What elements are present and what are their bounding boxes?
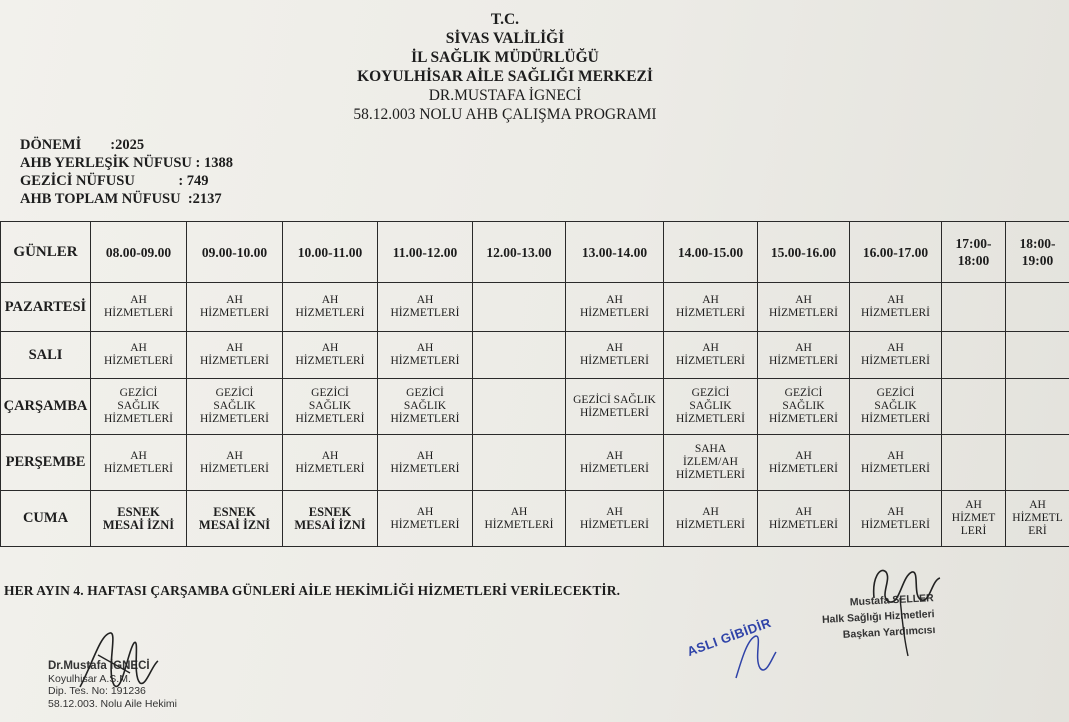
schedule-cell — [942, 332, 1006, 379]
day-name: PERŞEMBE — [1, 435, 91, 491]
schedule-cell: AH HİZMETL ERİ — [1006, 491, 1069, 547]
deputy-head-name: Mustafa SELLER — [849, 592, 935, 609]
schedule-cell: AH HİZMETLERİ — [758, 491, 850, 547]
schedule-cell: AH HİZMETLERİ — [91, 332, 187, 379]
day-name: ÇARŞAMBA — [1, 379, 91, 435]
period-label: DÖNEMİ — [20, 137, 111, 153]
doctor-stamp-unit: 58.12.003. Nolu Aile Hekimi — [48, 697, 177, 710]
column-header: 11.00-12.00 — [378, 222, 473, 283]
schedule-cell: AH HİZMETLERİ — [566, 491, 664, 547]
schedule-cell: AH HİZMET LERİ — [942, 491, 1006, 547]
schedule-table — [0, 221, 1069, 547]
schedule-cell: GEZİCİ SAĞLIK HİZMETLERİ — [758, 379, 850, 435]
doctor-stamp-name: Dr.Mustafa İGNECİ — [48, 660, 150, 672]
schedule-cell: AH HİZMETLERİ — [187, 332, 283, 379]
column-header: GÜNLER — [1, 222, 91, 283]
schedule-cell: AH HİZMETLERİ — [850, 283, 942, 332]
column-header: 12.00-13.00 — [473, 222, 566, 283]
schedule-row — [1, 435, 1069, 491]
schedule-row — [1, 283, 1069, 332]
header-doctor: DR.MUSTAFA İGNECİ — [428, 87, 582, 104]
schedule-cell: AH HİZMETLERİ — [566, 435, 664, 491]
column-header: 09.00-10.00 — [187, 222, 283, 283]
schedule-cell: AH HİZMETLERİ — [91, 283, 187, 332]
header-program-title: 58.12.003 NOLU AHB ÇALIŞMA PROGRAMI — [353, 106, 657, 123]
schedule-cell — [473, 283, 566, 332]
schedule-cell: ESNEK MESAİ İZNİ — [283, 491, 378, 547]
schedule-cell: AH HİZMETLERİ — [91, 435, 187, 491]
schedule-cell: AH HİZMETLERİ — [758, 283, 850, 332]
schedule-row — [1, 332, 1069, 379]
deputy-head-title: Başkan Yardımcısı — [842, 624, 936, 641]
period-value: :2025 — [110, 137, 145, 153]
deputy-head-dept: Halk Sağlığı Hizmetleri — [821, 608, 935, 626]
schedule-cell — [473, 379, 566, 435]
column-header: 15.00-16.00 — [758, 222, 850, 283]
day-name: CUMA — [1, 491, 91, 547]
schedule-cell: GEZİCİ SAĞLIK HİZMETLERİ — [187, 379, 283, 435]
schedule-cell — [473, 435, 566, 491]
schedule-cell: AH HİZMETLERİ — [378, 435, 473, 491]
column-header: 14.00-15.00 — [664, 222, 758, 283]
schedule-cell: AH HİZMETLERİ — [850, 332, 942, 379]
population-info — [20, 136, 233, 208]
schedule-cell: ESNEK MESAİ İZNİ — [187, 491, 283, 547]
total-pop-label: AHB TOPLAM NÜFUSU — [20, 191, 188, 207]
schedule-cell: GEZİCİ SAĞLIK HİZMETLERİ — [850, 379, 942, 435]
schedule-cell: AH HİZMETLERİ — [850, 491, 942, 547]
schedule-cell — [1006, 379, 1069, 435]
schedule-row — [1, 491, 1069, 547]
mobile-pop-label: GEZİCİ NÜFUSU — [20, 173, 179, 189]
schedule-cell: AH HİZMETLERİ — [850, 435, 942, 491]
doctor-stamp — [48, 660, 177, 710]
schedule-cell — [1006, 283, 1069, 332]
column-header: 16.00-17.00 — [850, 222, 942, 283]
schedule-cell: AH HİZMETLERİ — [566, 283, 664, 332]
column-header: 08.00-09.00 — [91, 222, 187, 283]
document-header — [0, 10, 1010, 124]
resident-pop-label: AHB YERLEŞİK NÜFUSU — [20, 155, 196, 171]
schedule-cell: AH HİZMETLERİ — [378, 332, 473, 379]
schedule-cell — [473, 332, 566, 379]
schedule-cell: SAHA İZLEM/AH HİZMETLERİ — [664, 435, 758, 491]
total-pop-value: :2137 — [187, 191, 222, 207]
header-tc: T.C. — [490, 11, 520, 28]
schedule-cell: GEZİCİ SAĞLIK HİZMETLERİ — [664, 379, 758, 435]
resident-pop-value: : 1388 — [195, 155, 233, 171]
column-header: 10.00-11.00 — [283, 222, 378, 283]
column-header: 17:00- 18:00 — [942, 222, 1006, 283]
schedule-cell: AH HİZMETLERİ — [378, 283, 473, 332]
schedule-cell: GEZİCİ SAĞLIK HİZMETLERİ — [566, 379, 664, 435]
doctor-stamp-diploma: Dip. Tes. No: 191236 — [48, 685, 146, 697]
schedule-cell: AH HİZMETLERİ — [283, 435, 378, 491]
header-directorate: İL SAĞLIK MÜDÜRLÜĞÜ — [411, 49, 599, 66]
schedule-cell — [942, 283, 1006, 332]
schedule-cell: AH HİZMETLERİ — [283, 283, 378, 332]
schedule-cell: AH HİZMETLERİ — [566, 332, 664, 379]
schedule-cell — [1006, 435, 1069, 491]
column-header: 18:00- 19:00 — [1006, 222, 1069, 283]
monthly-note: HER AYIN 4. HAFTASI ÇARŞAMBA GÜNLERİ AİLE HEKİMLİĞİ HİZMETLERİ VERİLECEKTİR. — [4, 583, 621, 598]
schedule-cell — [942, 435, 1006, 491]
schedule-row — [1, 379, 1069, 435]
certified-copy-stamp: ASLI GİBİDİR — [685, 614, 774, 660]
schedule-cell: AH HİZMETLERİ — [758, 332, 850, 379]
schedule-cell: AH HİZMETLERİ — [664, 283, 758, 332]
schedule-cell: ESNEK MESAİ İZNİ — [91, 491, 187, 547]
schedule-cell: AH HİZMETLERİ — [664, 332, 758, 379]
schedule-cell: AH HİZMETLERİ — [283, 332, 378, 379]
schedule-header-row — [1, 222, 1069, 283]
schedule-cell: GEZİCİ SAĞLIK HİZMETLERİ — [91, 379, 187, 435]
schedule-cell: AH HİZMETLERİ — [664, 491, 758, 547]
header-center: KOYULHİSAR AİLE SAĞLIĞI MERKEZİ — [357, 68, 653, 85]
schedule-cell: AH HİZMETLERİ — [378, 491, 473, 547]
day-name: PAZARTESİ — [1, 283, 91, 332]
deputy-head-stamp — [821, 590, 936, 644]
schedule-cell — [1006, 332, 1069, 379]
schedule-cell: AH HİZMETLERİ — [758, 435, 850, 491]
schedule-cell: AH HİZMETLERİ — [187, 283, 283, 332]
schedule-cell: GEZİCİ SAĞLIK HİZMETLERİ — [378, 379, 473, 435]
column-header: 13.00-14.00 — [566, 222, 664, 283]
schedule-cell — [942, 379, 1006, 435]
schedule-cell: AH HİZMETLERİ — [187, 435, 283, 491]
schedule-cell: AH HİZMETLERİ — [473, 491, 566, 547]
mobile-pop-value: : 749 — [178, 173, 209, 189]
day-name: SALI — [1, 332, 91, 379]
header-governorship: SİVAS VALİLİĞİ — [445, 30, 565, 47]
doctor-stamp-center: Koyulhisar A.S.M. — [48, 672, 131, 685]
schedule-cell: GEZİCİ SAĞLIK HİZMETLERİ — [283, 379, 378, 435]
